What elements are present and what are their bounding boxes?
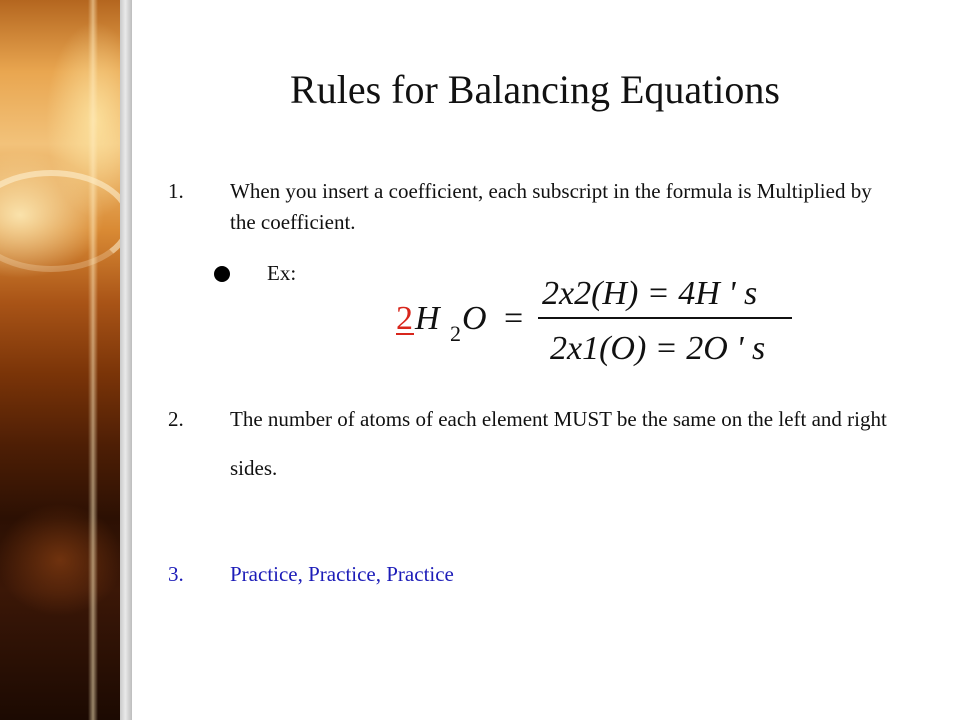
- equation-numerator: 2x2(H) = 4H ' s: [542, 275, 758, 312]
- rule-number: 2.: [168, 407, 184, 431]
- decorative-beaker-photo: [0, 0, 120, 720]
- rule-item-2: [168, 404, 888, 494]
- rule-text: When you insert a coefficient, each subscript in the formula is Multiplied by the coefficient.: [230, 179, 872, 234]
- rule-number: 1.: [168, 179, 184, 203]
- rule-item-3: [168, 559, 888, 593]
- rule-text: The number of atoms of each element MUST be the same on the left and right sides.: [230, 407, 887, 480]
- rule-number: 3.: [168, 562, 184, 586]
- bullet-dot-icon: [214, 266, 230, 282]
- equation-equals: =: [504, 300, 524, 337]
- slide-title: Rules for Balancing Equations: [290, 67, 780, 112]
- glass-edge-highlight: [88, 0, 98, 720]
- glass-rim-highlight: [0, 170, 132, 272]
- equation-subscript: 2: [450, 321, 461, 346]
- equation-denominator: 2x1(O) = 2O ' s: [550, 330, 766, 367]
- rule-item-1: [168, 176, 888, 246]
- equation-hydrogen: H: [415, 300, 440, 337]
- rule-text: Practice, Practice, Practice: [230, 562, 454, 586]
- equation: [390, 268, 810, 378]
- divider-stripe: [120, 0, 132, 720]
- equation-oxygen: O: [462, 300, 487, 337]
- example-label: Ex:: [267, 261, 297, 285]
- equation-coefficient: 2: [396, 300, 413, 337]
